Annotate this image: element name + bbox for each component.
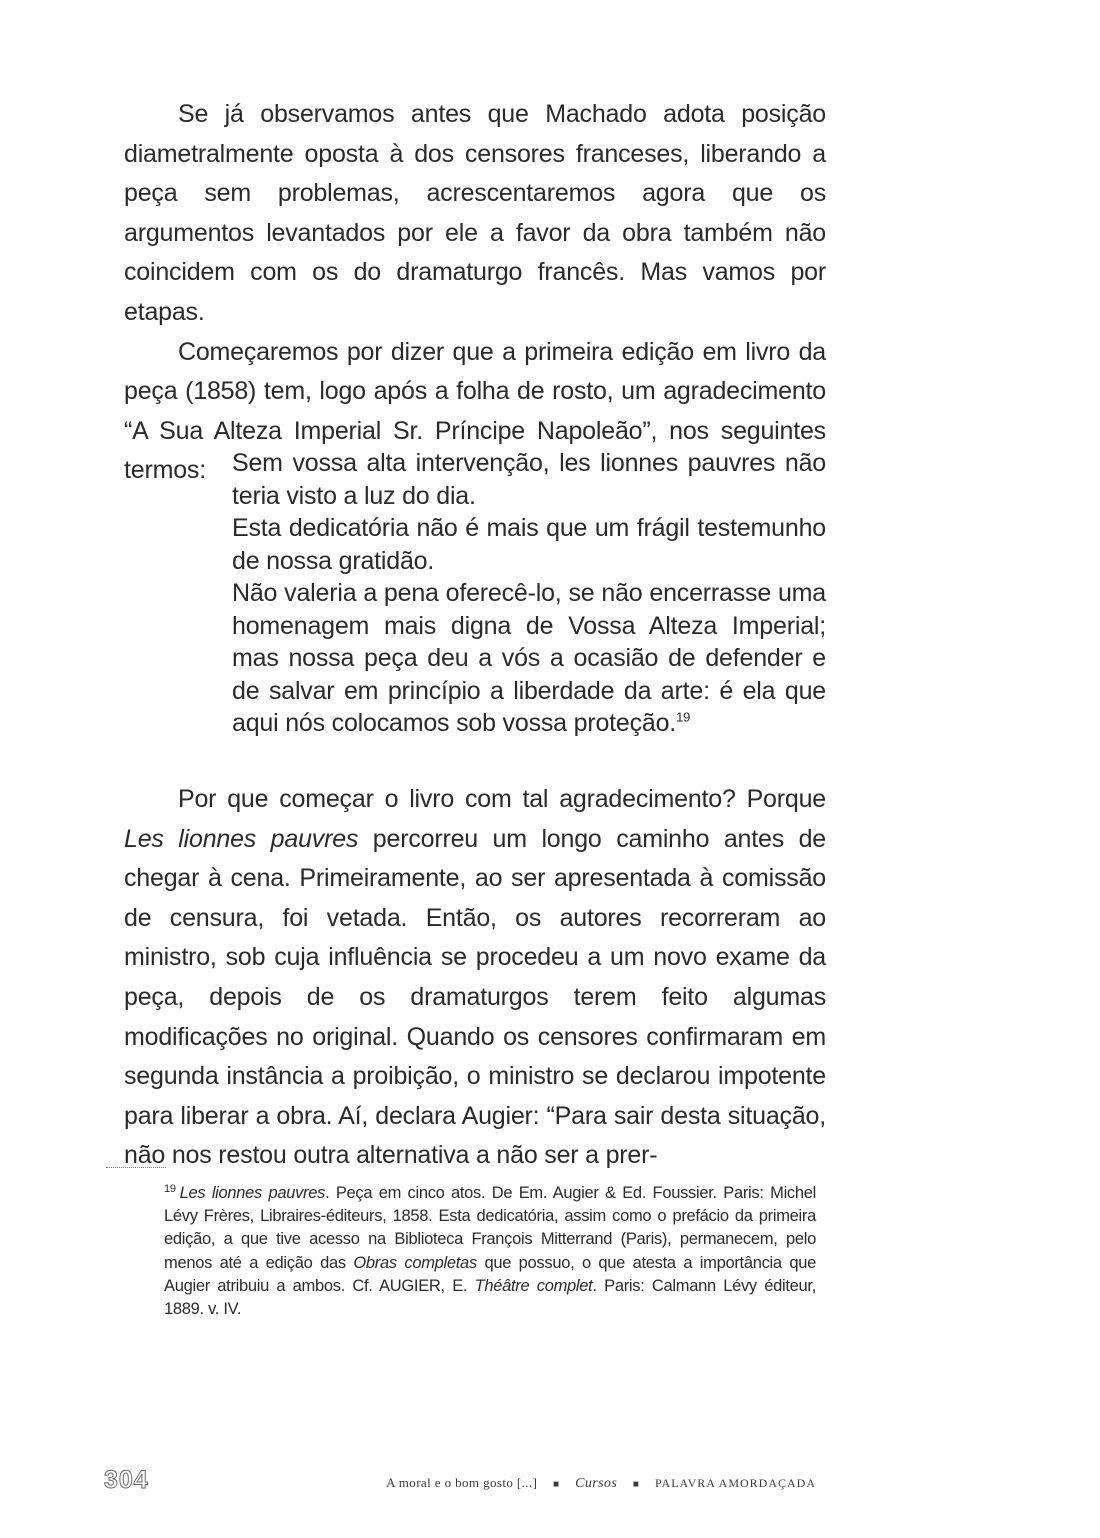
quote-line-3 <box>232 577 826 740</box>
footnote-text-c: . Paris: Calmann Lévy éditeur, 1889. v. IV. <box>164 1276 816 1319</box>
running-head <box>386 1475 816 1492</box>
paragraph-1: Se já observamos antes que Machado adota posição diametralmente oposta à dos censores franceses, liberando a peça sem problemas, acrescentaremos agora que os argumentos levantados por ele a favor da obra também não coincidem com os do dramaturgo francês. Mas vamos por etapas. <box>124 100 826 326</box>
quote-line-2: Esta dedicatória não é mais que um frágil testemunho de nossa gratidão. <box>232 514 826 575</box>
footnote-divider <box>106 1167 166 1168</box>
separator-icon: ■ <box>632 1479 640 1490</box>
body-text-top <box>124 95 826 491</box>
running-head-book: PALAVRA AMORDAÇADA <box>654 1476 816 1490</box>
footnote-number: 19 <box>164 1182 176 1195</box>
paragraph-2: Começaremos por dizer que a primeira edição em livro da peça (1858) tem, logo após a folha de rosto, um agradecimento “A Sua Alteza Imperial Sr. Príncipe Napoleão”, nos seguintes termos: <box>124 337 826 485</box>
footnote-text-b: que possuo, o que atesta a importância que Augier atribuiu a ambos. Cf. AUGIER, E. <box>164 1253 816 1295</box>
footnote-19 <box>164 1182 816 1321</box>
separator-icon: ■ <box>552 1479 560 1490</box>
block-quote <box>232 447 826 740</box>
running-head-series: Cursos <box>575 1476 618 1491</box>
quote-line-3-text: Não valeria a pena oferecê-lo, se não encerrasse uma homenagem mais digna de Vossa Alteza Imperial; mas nossa peça deu a vós a ocasião de defender e de salvar em princípio a liberdade da arte: é ela que aqui nós colocamos sob vossa proteção. <box>232 579 826 737</box>
play-title-italic: Les lionnes pauvres <box>124 824 359 853</box>
paragraph-3-rest: percorreu um longo caminho antes de chegar à cena. Primeiramente, ao ser apresentada à comissão de censura, foi vetada. Então, os autores recorreram ao ministro, sob cuja influência se procedeu a um novo exame da peça, depois de os dramaturgos terem feito algumas modificações no original. Quando os censores confirmaram em segunda instância a proibição, o ministro se declarou impotente para liberar a obra. Aí, declara Augier: “Para sair desta situação, não nos restou outra alternativa a não ser a prer- <box>124 824 826 1170</box>
quote-line-1: Sem vossa alta intervenção, les lionnes pauvres não teria visto a luz do dia. <box>232 449 826 510</box>
footnote-text-a: . Peça em cinco atos. De Em. Augier & Ed. Foussier. Paris: Michel Lévy Frères, Libraires-éditeurs, 1858. Esta dedicatória, assim como o prefácio da primeira edição, a que tive acesso na Biblioteca François Mitterrand (Paris), permanecem, pelo menos até a edição das <box>164 1184 816 1272</box>
page-footer <box>104 1466 816 1496</box>
footnote-reference[interactable]: 19 <box>676 709 691 725</box>
paragraph-3-start: Por que começar o livro com tal agradecimento? Porque <box>178 785 826 813</box>
footnote-title: Les lionnes pauvres <box>179 1184 326 1202</box>
body-text-bottom <box>124 780 826 1176</box>
page-number: 304 <box>104 1466 149 1494</box>
paragraph-3 <box>124 780 826 1176</box>
footnote-obras-title: Obras completas <box>353 1253 477 1272</box>
footnote-theatre-title: Théâtre complet <box>474 1276 593 1295</box>
running-head-chapter: A moral e o bom gosto [...] <box>386 1475 538 1490</box>
